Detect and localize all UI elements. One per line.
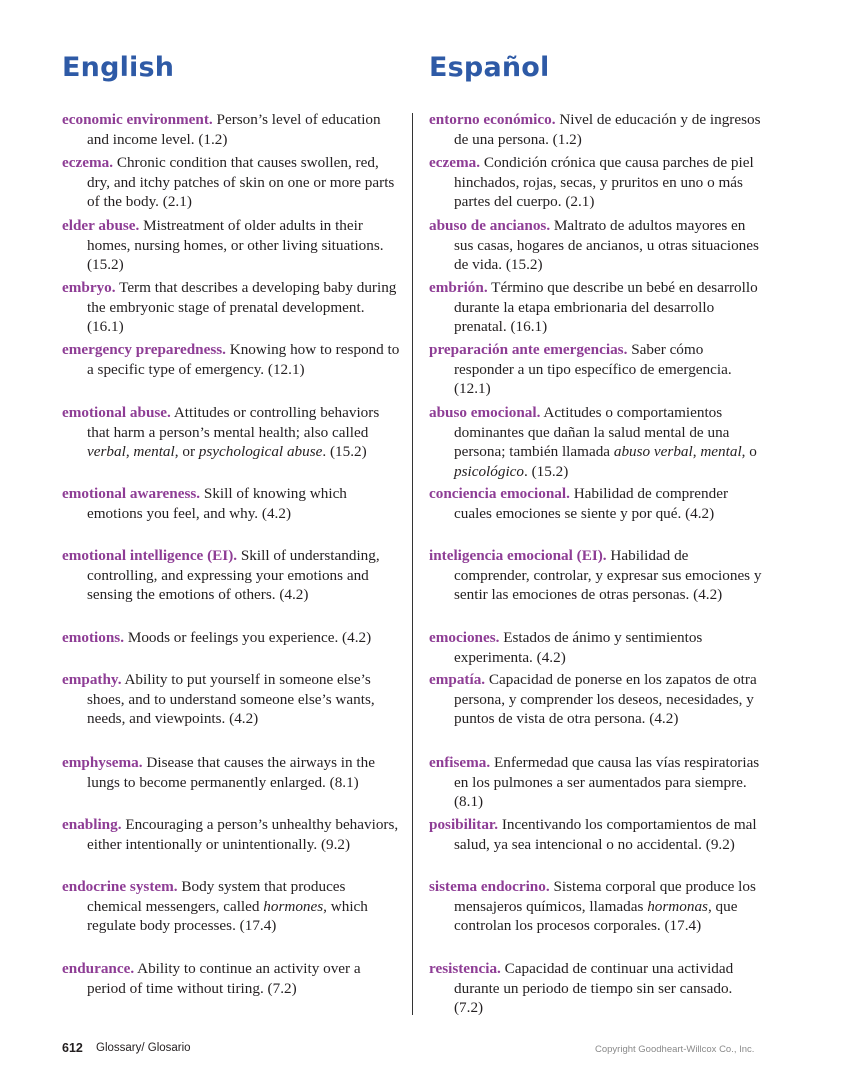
page-number: 612	[62, 1041, 83, 1055]
entry-term: sistema endocrino.	[429, 878, 550, 895]
entry-term: eczema.	[429, 154, 481, 171]
entry-definition: Body system that produces chemical messengers, called	[87, 878, 346, 915]
entry-term: elder abuse.	[62, 217, 140, 234]
entry-term: eczema.	[62, 154, 114, 171]
entry-italic: psychological abuse	[198, 443, 323, 461]
entry-definition: Person’s level of education and income level. (1.2)	[87, 111, 381, 148]
glossary-entry-en	[62, 877, 400, 936]
entry-term: emotional awareness.	[62, 485, 201, 502]
entry-italic: mental	[700, 443, 742, 461]
entry-definition: Chronic condition that causes swollen, red, dry, and itchy patches of skin on one or more parts of the body. (2.1)	[87, 154, 395, 211]
glossary-entry-en	[62, 670, 400, 729]
entry-italic: psicológico	[454, 462, 525, 480]
entry-definition: Ability to continue an activity over a period of time without tiring. (7.2)	[87, 960, 361, 997]
glossary-entry-en	[62, 403, 400, 462]
glossary-entry-es	[429, 753, 763, 812]
glossary-entry-es	[429, 403, 763, 481]
glossary-entry-en	[62, 815, 400, 854]
entry-definition: Disease that causes the airways in the lungs to become permanently enlarged. (8.1)	[87, 754, 375, 791]
glossary-entry-en	[62, 484, 400, 523]
entry-italic: hormonas	[647, 897, 708, 915]
glossary-entry-en	[62, 959, 400, 998]
entry-term: enfisema.	[429, 754, 491, 771]
entry-definition: Saber cómo responder a un tipo específico de emergencia. (12.1)	[454, 341, 732, 398]
glossary-entry-es	[429, 278, 763, 337]
entry-definition: Nivel de educación y de ingresos de una persona. (1.2)	[454, 111, 761, 148]
entry-definition: Enfermedad que causa las vías respiratorias en los pulmones a ser aumentados para siempre. (8.1)	[454, 754, 760, 811]
glossary-entry-en	[62, 546, 400, 605]
entry-italic: abuso verbal	[613, 443, 693, 461]
entry-definition: Encouraging a person’s unhealthy behaviors, either intentionally or unintentionally. (9.2)	[87, 816, 399, 853]
glossary-entry-es	[429, 110, 763, 149]
glossary-entry-en	[62, 628, 400, 648]
entry-tail: , que controlan los procesos corporales. (17.4)	[454, 897, 738, 935]
entry-definition: Mistreatment of older adults in their homes, nursing homes, or other living situations. (15.2)	[87, 217, 384, 274]
glossary-entry-en	[62, 278, 400, 337]
entry-tail: . (15.2)	[322, 443, 367, 461]
glossary-entry-en	[62, 153, 400, 212]
entry-sep: , o	[741, 443, 757, 461]
glossary-entry-en	[62, 340, 400, 379]
entry-term: preparación ante emergencias.	[429, 341, 628, 358]
entry-term: endurance.	[62, 960, 135, 977]
entry-term: enabling.	[62, 816, 122, 833]
entry-definition: Estados de ánimo y sentimientos experimenta. (4.2)	[454, 629, 703, 666]
entry-definition: Habilidad de comprender cuales emociones se siente y por qué. (4.2)	[454, 485, 729, 522]
entry-italic: mental	[133, 443, 175, 461]
english-heading: English	[62, 52, 175, 83]
glossary-entry-es	[429, 340, 763, 399]
entry-term: embrión.	[429, 279, 488, 296]
entry-definition: Maltrato de adultos mayores en sus casas, hogares de ancianos, u otras situaciones de vida. (15.2)	[454, 217, 759, 274]
entry-term: emociones.	[429, 629, 500, 646]
entry-definition: Capacidad de ponerse en los zapatos de otra persona, y comprender los deseos, necesidades, y puntos de vista de otra persona. (4.2)	[454, 671, 757, 728]
entry-sep: ,	[125, 443, 134, 461]
entry-term: embryo.	[62, 279, 116, 296]
glossary-entry-en	[62, 110, 400, 149]
entry-definition: Sistema corporal que produce los mensajeros químicos, llamadas	[454, 878, 756, 915]
entry-definition: Knowing how to respond to a specific type of emergency. (12.1)	[87, 341, 400, 378]
entry-term: resistencia.	[429, 960, 501, 977]
entry-definition: Moods or feelings you experience. (4.2)	[124, 629, 372, 646]
glossary-entry-en	[62, 753, 400, 792]
entry-term: emergency preparedness.	[62, 341, 226, 358]
glossary-entry-en	[62, 216, 400, 275]
entry-term: abuso de ancianos.	[429, 217, 551, 234]
entry-definition: Condición crónica que causa parches de piel hinchados, rojas, secas, y pruritos en uno o más partes del cuerpo. (2.1)	[454, 154, 754, 211]
entry-term: endocrine system.	[62, 878, 178, 895]
glossary-entry-es	[429, 484, 763, 523]
entry-definition: Ability to put yourself in someone else’s shoes, and to understand someone else’s wants, needs, and viewpoints. (4.2)	[87, 671, 375, 728]
entry-definition: Attitudes or controlling behaviors that harm a person’s mental health; also called	[87, 404, 380, 441]
entry-italic: verbal	[87, 443, 126, 461]
entry-term: entorno económico.	[429, 111, 556, 128]
spanish-heading: Español	[429, 52, 550, 83]
entry-term: emphysema.	[62, 754, 143, 771]
entry-italic: hormones	[263, 897, 324, 915]
entry-term: emotional abuse.	[62, 404, 171, 421]
entry-sep: , or	[174, 443, 199, 461]
glossary-entry-es	[429, 959, 763, 1018]
entry-sep: ,	[692, 443, 701, 461]
glossary-entry-es	[429, 216, 763, 275]
entry-term: posibilitar.	[429, 816, 499, 833]
entry-term: conciencia emocional.	[429, 485, 570, 502]
entry-term: emotions.	[62, 629, 125, 646]
entry-definition: Skill of understanding, controlling, and expressing your emotions and sensing the emotions of others. (4.2)	[87, 547, 380, 604]
entry-term: empathy.	[62, 671, 122, 688]
entry-definition: Habilidad de comprender, controlar, y expresar sus emociones y sentir las emociones de otras personas. (4.2)	[454, 547, 762, 604]
entry-tail: . (15.2)	[524, 462, 569, 480]
glossary-entry-es	[429, 815, 763, 854]
entry-definition: Term that describes a developing baby during the embryonic stage of prenatal development. (16.1)	[87, 279, 397, 336]
entry-definition: Capacidad de continuar una actividad durante un periodo de tiempo sin ser cansado. (7.2)	[454, 960, 734, 1017]
glossary-entry-es	[429, 670, 763, 729]
glossary-entry-es	[429, 628, 763, 667]
entry-term: economic environment.	[62, 111, 213, 128]
entry-definition: Actitudes o comportamientos dominantes que dañan la salud mental de una persona; también llamada	[454, 404, 730, 461]
entry-tail: , which regulate body processes. (17.4)	[87, 897, 368, 935]
copyright-notice: Copyright Goodheart-Willcox Co., Inc.	[595, 1044, 755, 1055]
entry-definition: Skill of knowing which emotions you feel, and why. (4.2)	[87, 485, 347, 522]
entry-term: empatía.	[429, 671, 486, 688]
entry-term: inteligencia emocional (EI).	[429, 547, 607, 564]
glossary-entry-es	[429, 153, 763, 212]
glossary-entry-es	[429, 877, 763, 936]
entry-term: emotional intelligence (EI).	[62, 547, 238, 564]
entry-definition: Término que describe un bebé en desarrollo durante la etapa embrionaria del desarrollo prenatal. (16.1)	[454, 279, 758, 336]
column-divider	[412, 113, 413, 1015]
footer-section-title: Glossary/ Glosario	[96, 1042, 191, 1054]
entry-term: abuso emocional.	[429, 404, 541, 421]
entry-definition: Incentivando los comportamientos de mal salud, ya sea intencional o no accidental. (9.2)	[454, 816, 757, 853]
glossary-entry-es	[429, 546, 763, 605]
